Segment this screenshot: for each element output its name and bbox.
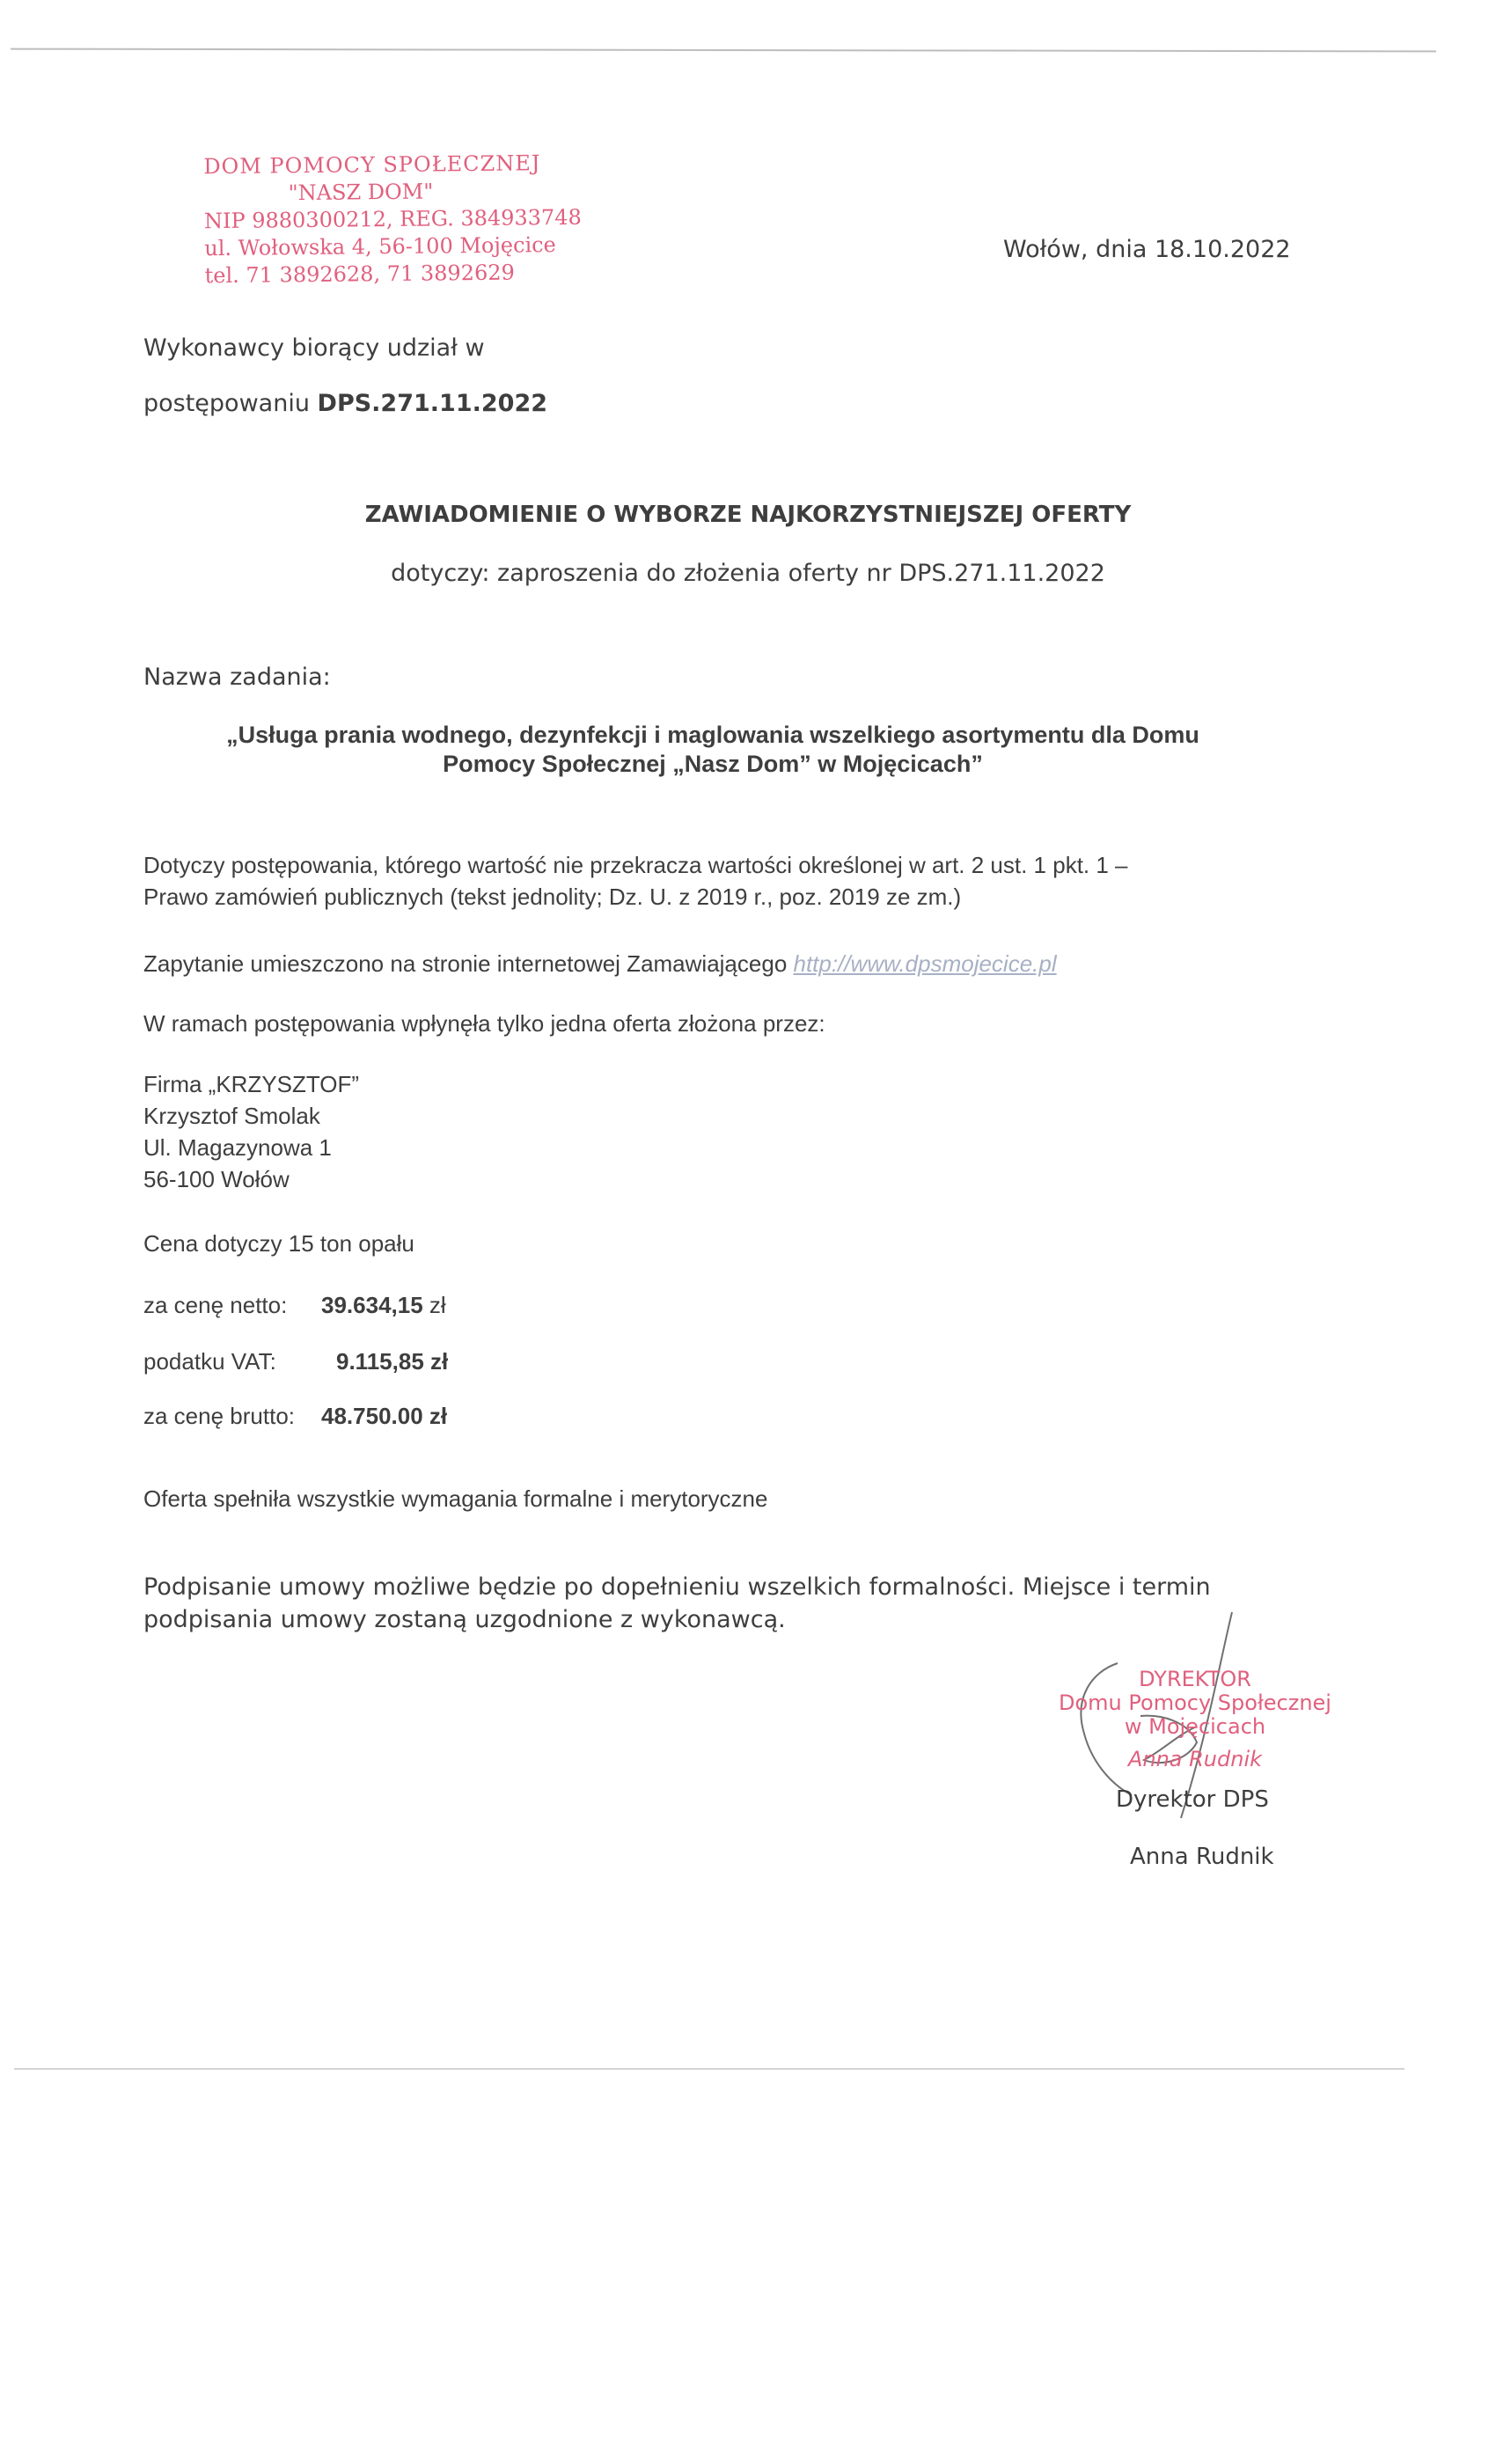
- director-stamp-location: w Mojęcicach: [1124, 1714, 1266, 1739]
- contractor-city: 56-100 Wołów: [143, 1166, 290, 1192]
- contractor-street: Ul. Magazynowa 1: [143, 1134, 332, 1161]
- signatory-name: Anna Rudnik: [1130, 1844, 1274, 1870]
- website-link[interactable]: http://www.dpsmojecice.pl: [793, 950, 1057, 977]
- top-scan-edge-line: [11, 48, 1436, 53]
- director-stamp-institution: Domu Pomocy Społecznej: [1059, 1690, 1331, 1715]
- net-price-value: [321, 1292, 446, 1319]
- procedure-reference: DPS.271.11.2022: [317, 390, 548, 417]
- vat-label: podatku VAT:: [143, 1348, 276, 1375]
- stamp-line-subname: "NASZ DOM": [288, 179, 434, 206]
- bottom-scan-edge-line: [14, 2068, 1404, 2070]
- addressee-line-2: [143, 390, 547, 417]
- task-name-line-1: „Usługa prania wodnego, dezynfekcji i maglowania wszelkiego asortymentu dla Domu: [226, 722, 1199, 748]
- closing-line-2: podpisania umowy zostaną uzgodnione z wykonawcą.: [143, 1606, 786, 1633]
- stamp-line-nip: NIP 9880300212, REG. 384933748: [203, 204, 582, 234]
- closing-line-1: Podpisanie umowy możliwe będzie po dopełnieniu wszelkich formalności. Miejsce i termin: [143, 1573, 1211, 1601]
- addressee-line-1: Wykonawcy biorący udział w: [143, 334, 485, 362]
- stamp-line-name: DOM POMOCY SPOŁECZNEJ: [203, 150, 541, 180]
- net-price-currency: zł: [429, 1292, 446, 1318]
- director-stamp-title: DYREKTOR: [1139, 1667, 1251, 1691]
- published-line: [143, 950, 1057, 978]
- task-name-line-2: Pomocy Społecznej „Nasz Dom” w Mojęcicach”: [443, 751, 983, 777]
- document-subtitle: dotyczy: zaproszenia do złożenia oferty nr DPS.271.11.2022: [391, 560, 1105, 587]
- conclusion-line: Oferta spełniła wszystkie wymagania formalne i merytoryczne: [143, 1485, 768, 1512]
- institution-stamp: [203, 150, 582, 290]
- net-price-label: za cenę netto:: [143, 1292, 288, 1318]
- signatory-title: Dyrektor DPS: [1116, 1786, 1269, 1813]
- director-stamp: [1045, 1668, 1345, 1771]
- stamp-line-phone: tel. 71 3892628, 71 3892629: [204, 260, 515, 289]
- price-scope: Cena dotyczy 15 ton opału: [143, 1230, 414, 1257]
- director-stamp-name: Anna Rudnik: [1127, 1747, 1263, 1771]
- gross-price-label: za cenę brutto:: [143, 1403, 295, 1429]
- offer-intro: W ramach postępowania wpłynęła tylko jedna oferta złożona przez:: [143, 1010, 825, 1037]
- gross-price-value: 48.750.00 zł: [321, 1403, 448, 1429]
- contractor-person: Krzysztof Smolak: [143, 1103, 320, 1129]
- contractor-firm: Firma „KRZYSZTOF”: [143, 1071, 360, 1097]
- stamp-line-address: ul. Wołowska 4, 56-100 Mojęcice: [204, 232, 556, 261]
- date-line: Wołów, dnia 18.10.2022: [1003, 236, 1291, 263]
- procedure-line-1: Dotyczy postępowania, którego wartość nie przekracza wartości określonej w art. 2 ust. 1 pkt. 1 –: [143, 852, 1128, 878]
- net-price-amount: 39.634,15: [321, 1292, 423, 1318]
- task-label: Nazwa zadania:: [143, 664, 331, 691]
- published-text: Zapytanie umieszczono na stronie internetowej Zamawiającego: [143, 950, 794, 977]
- addressee-prefix: postępowaniu: [143, 390, 318, 417]
- procedure-line-2: Prawo zamówień publicznych (tekst jednolity; Dz. U. z 2019 r., poz. 2019 ze zm.): [143, 884, 962, 910]
- document-title: ZAWIADOMIENIE O WYBORZE NAJKORZYSTNIEJSZEJ OFERTY: [364, 502, 1132, 528]
- vat-value: 9.115,85 zł: [336, 1348, 449, 1375]
